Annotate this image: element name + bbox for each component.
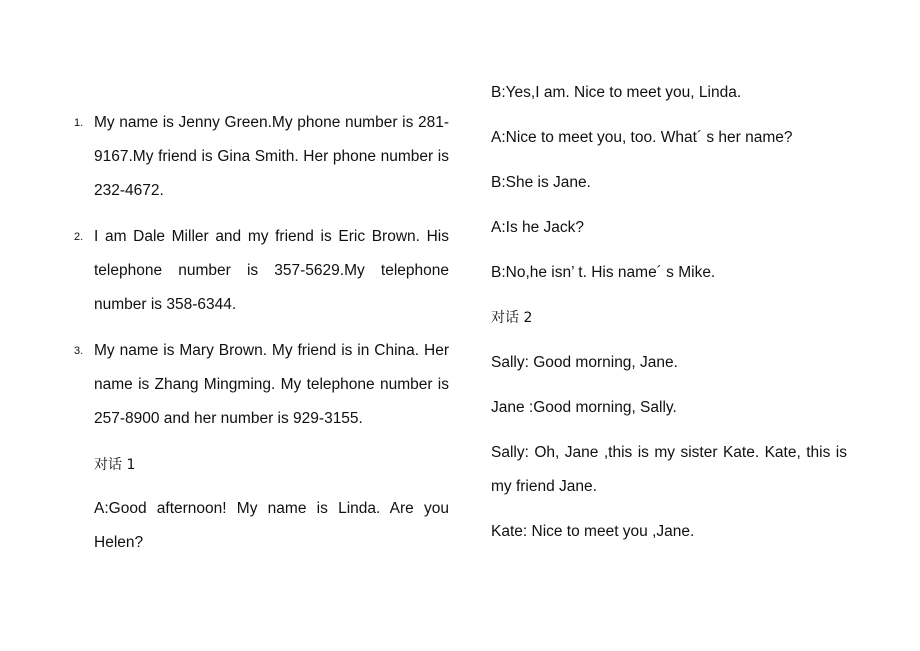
item-number: 3. [74,345,84,357]
right-column [491,76,847,560]
dialogue-line: Sally: Oh, Jane ,this is my sister Kate. Kate, this is my friend Jane. [491,444,847,495]
dialogue-2-title: 对话 2 [491,310,533,326]
paragraph-text: I am Dale Miller and my friend is Eric Brown. His telephone number is 357-5629.My telephone number is 358-6344. [94,228,449,313]
item-number: 2. [74,231,84,243]
dialogue-line: Jane :Good morning, Sally. [491,399,677,416]
dialogue-line: A:Is he Jack? [491,219,585,236]
numbered-paragraph-2 [74,220,449,322]
paragraph-text: My name is Mary Brown. My friend is in China. Her name is Zhang Mingming. My telephone number is 257-8900 and her number is 929-3155. [94,342,449,427]
dialogue-line: A:Nice to meet you, too. What´ s her name? [491,129,793,146]
dialogue-1-title: 对话 1 [94,457,136,473]
dialogue-line: Kate: Nice to meet you ,Jane. [491,523,695,540]
numbered-paragraph-3 [74,334,449,436]
dialogue-line: B:She is Jane. [491,174,591,191]
paragraph-text: My name is Jenny Green.My phone number is 281-9167.My friend is Gina Smith. Her phone number is 232-4672. [94,114,449,199]
numbered-paragraph-1 [74,106,449,208]
item-number: 1. [74,117,84,129]
left-column [74,106,449,570]
dialogue-line: Sally: Good morning, Jane. [491,354,678,371]
dialogue-1-line-a1: A:Good afternoon! My name is Linda. Are you Helen? [94,500,449,551]
dialogue-line: B:No,he isn’ t. His name´ s Mike. [491,264,716,281]
dialogue-line: B:Yes,I am. Nice to meet you, Linda. [491,84,742,101]
